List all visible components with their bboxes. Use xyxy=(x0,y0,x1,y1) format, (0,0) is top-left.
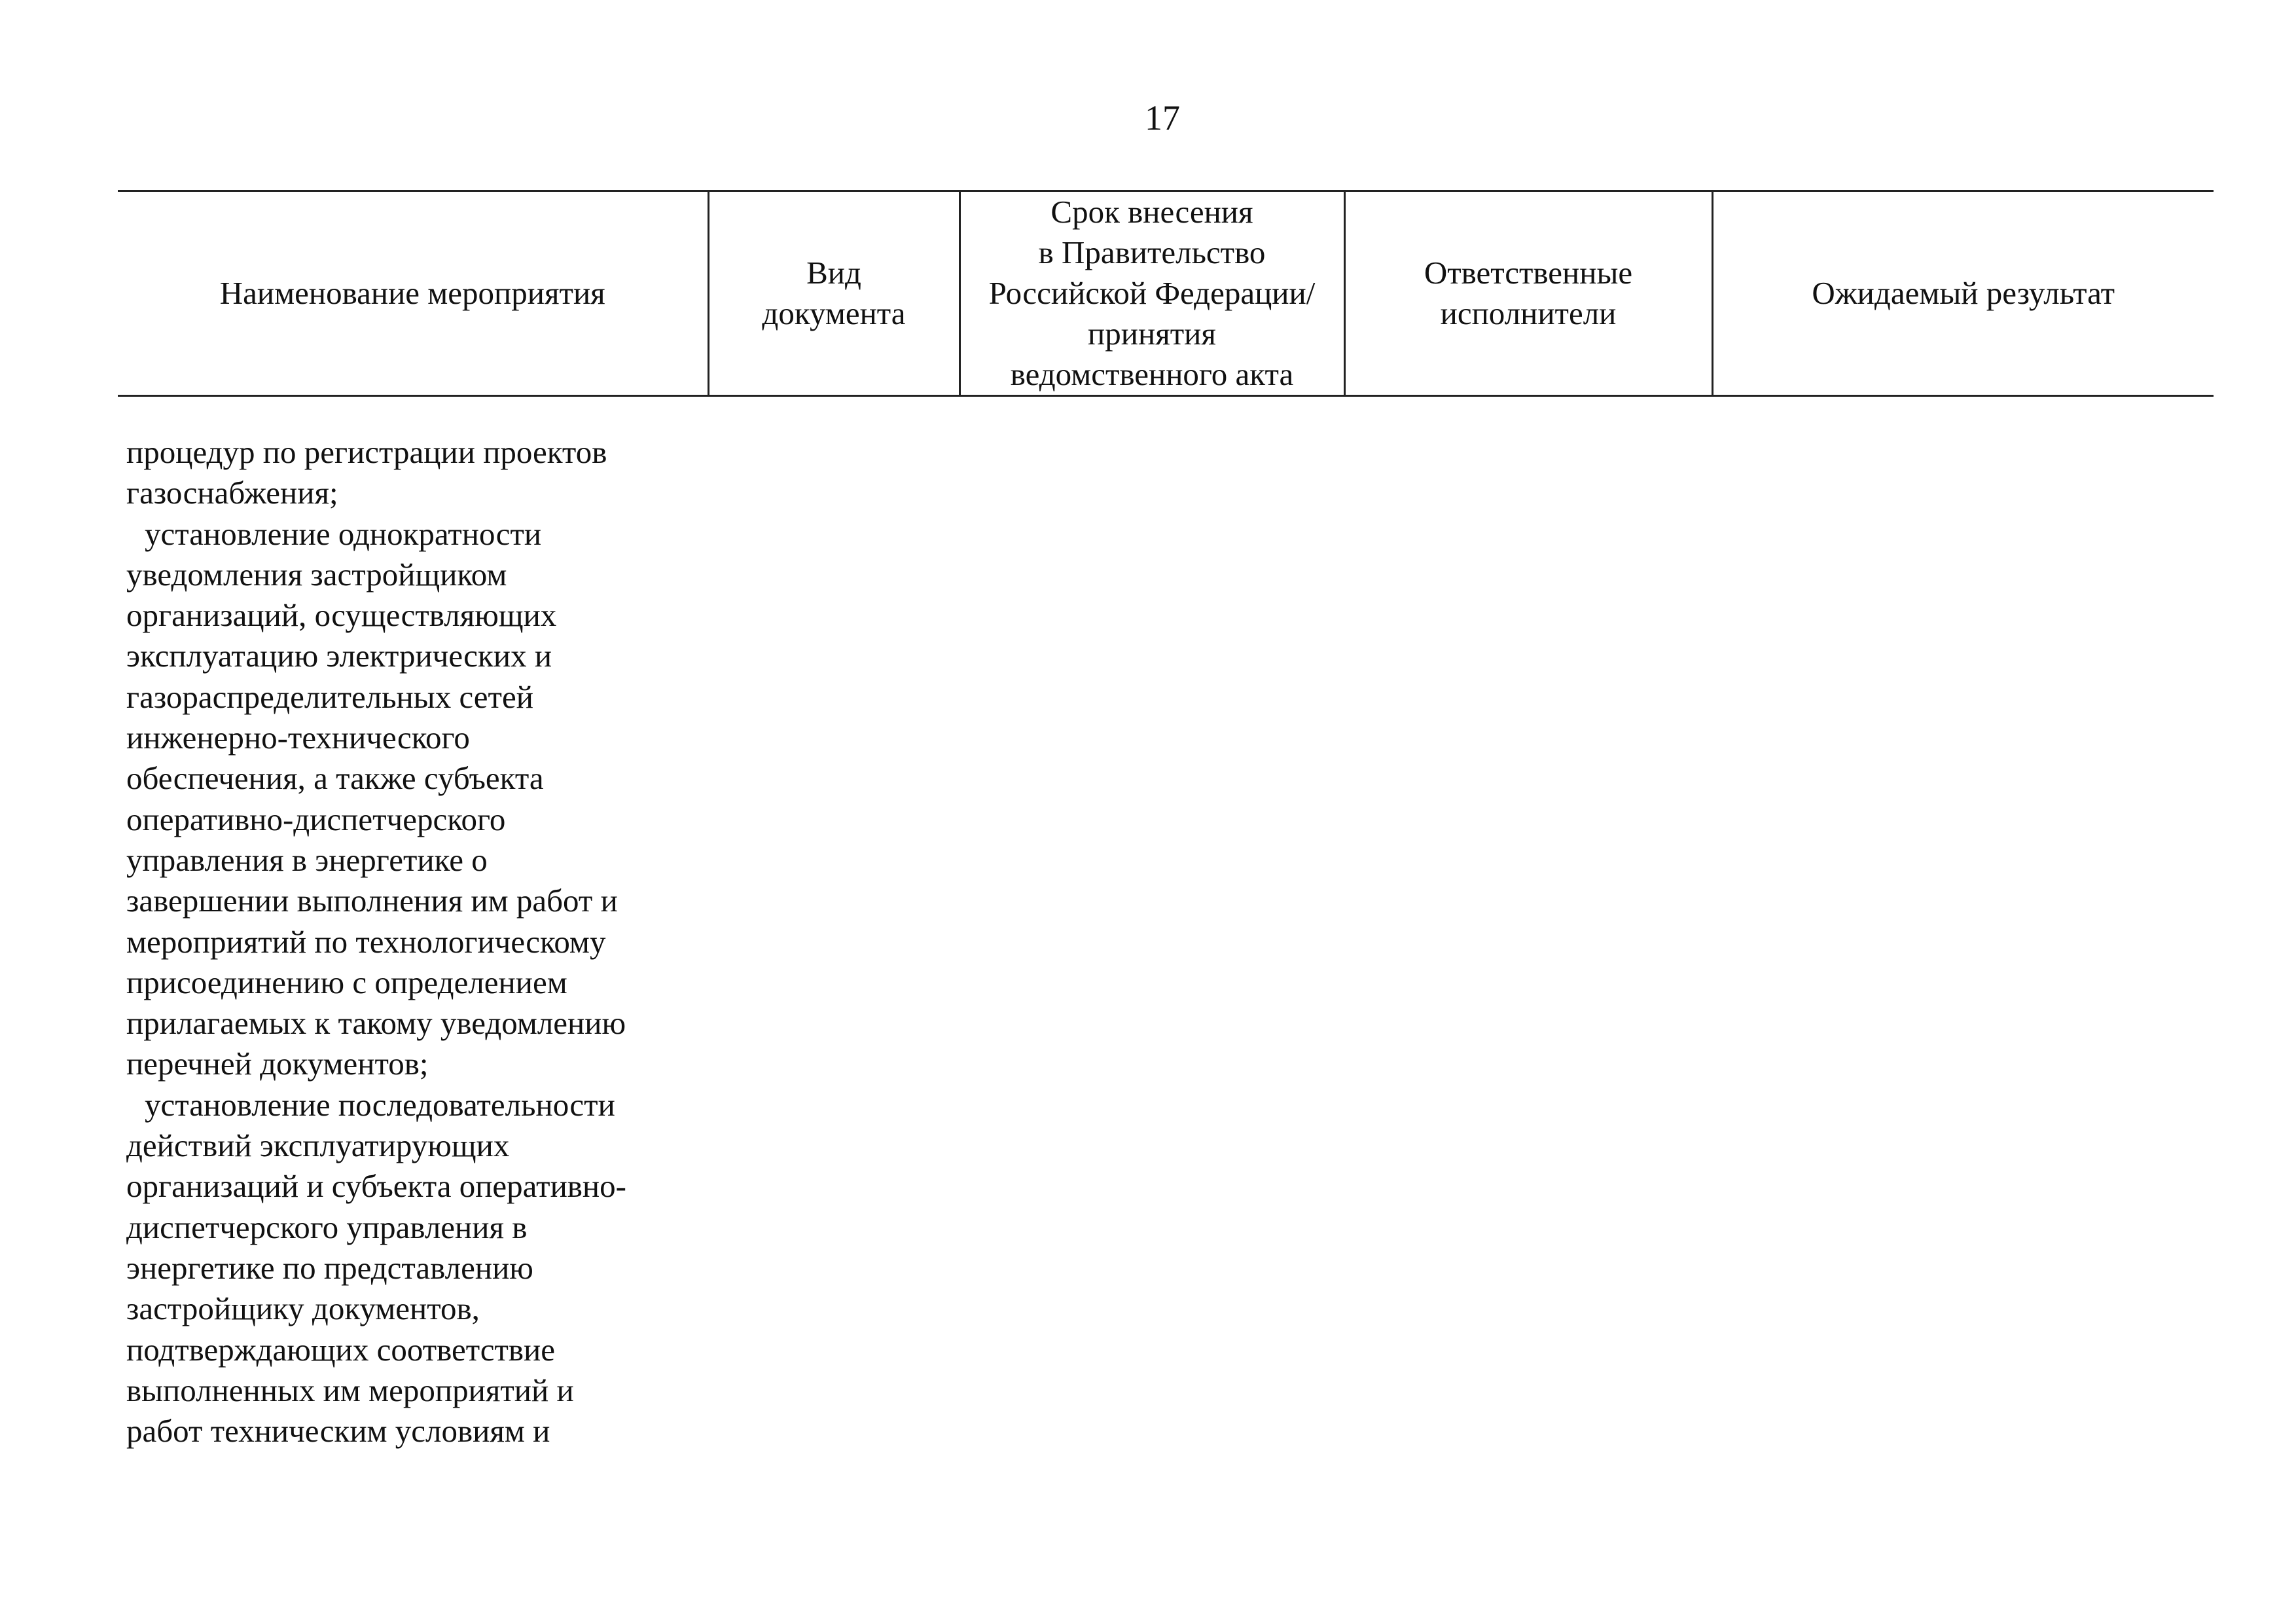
text-line: организаций и субъекта оперативно- xyxy=(126,1168,626,1205)
header-line: Наименование мероприятия xyxy=(219,275,605,311)
header-document-type xyxy=(708,191,960,396)
text-line: организаций, осуществляющих xyxy=(126,597,557,634)
text-line: эксплуатацию электрических и xyxy=(126,638,552,674)
header-line: принятия xyxy=(1088,316,1216,352)
header-expected-result xyxy=(1712,191,2214,396)
text-line: прилагаемых к такому уведомлению xyxy=(126,1005,626,1042)
text-line: застройщику документов, xyxy=(126,1290,480,1327)
header-line: в Правительство xyxy=(1038,234,1266,270)
text-line: управления в энергетике о xyxy=(126,841,488,878)
text-line: энергетике по представлению xyxy=(126,1249,533,1286)
table-header xyxy=(118,190,2214,397)
text-line: обеспечения, а также субъекта xyxy=(126,760,544,797)
text-line: перечней документов; xyxy=(126,1046,429,1082)
text-line: газораспределительных сетей xyxy=(126,678,533,715)
text-line: присоединению с определением xyxy=(126,964,567,1000)
activity-text xyxy=(126,432,715,1451)
header-line: исполнители xyxy=(1440,295,1617,331)
header-line: Срок внесения xyxy=(1050,194,1253,230)
text-line: действий эксплуатирующих xyxy=(126,1127,510,1164)
text-line: завершении выполнения им работ и xyxy=(126,883,618,919)
text-line: уведомления застройщиком xyxy=(126,556,507,593)
header-line: ведомственного акта xyxy=(1010,356,1294,392)
header-line: Российской Федерации/ xyxy=(988,275,1316,311)
text-line: установление последовательности xyxy=(145,1086,615,1123)
header-responsible xyxy=(1344,191,1712,396)
header-deadline xyxy=(960,191,1344,396)
header-activity-name xyxy=(118,191,708,396)
text-line: оперативно-диспетчерского xyxy=(126,801,506,837)
header-line: Ответственные xyxy=(1424,255,1633,291)
header-line: Ожидаемый результат xyxy=(1812,275,2115,311)
text-line: инженерно-технического xyxy=(126,720,470,756)
text-line: установление однократности xyxy=(145,515,542,552)
page-number: 17 xyxy=(1145,98,1180,137)
text-line: подтверждающих соответствие xyxy=(126,1331,555,1368)
text-line: работ техническим условиям и xyxy=(126,1413,550,1450)
header-line: документа xyxy=(762,295,906,331)
text-line: мероприятий по технологическому xyxy=(126,923,606,960)
header-line: Вид xyxy=(806,255,861,291)
text-line: газоснабжения; xyxy=(126,475,338,511)
text-line: диспетчерского управления в xyxy=(126,1209,528,1245)
text-line: выполненных им мероприятий и xyxy=(126,1372,574,1408)
text-line: процедур по регистрации проектов xyxy=(126,434,607,470)
